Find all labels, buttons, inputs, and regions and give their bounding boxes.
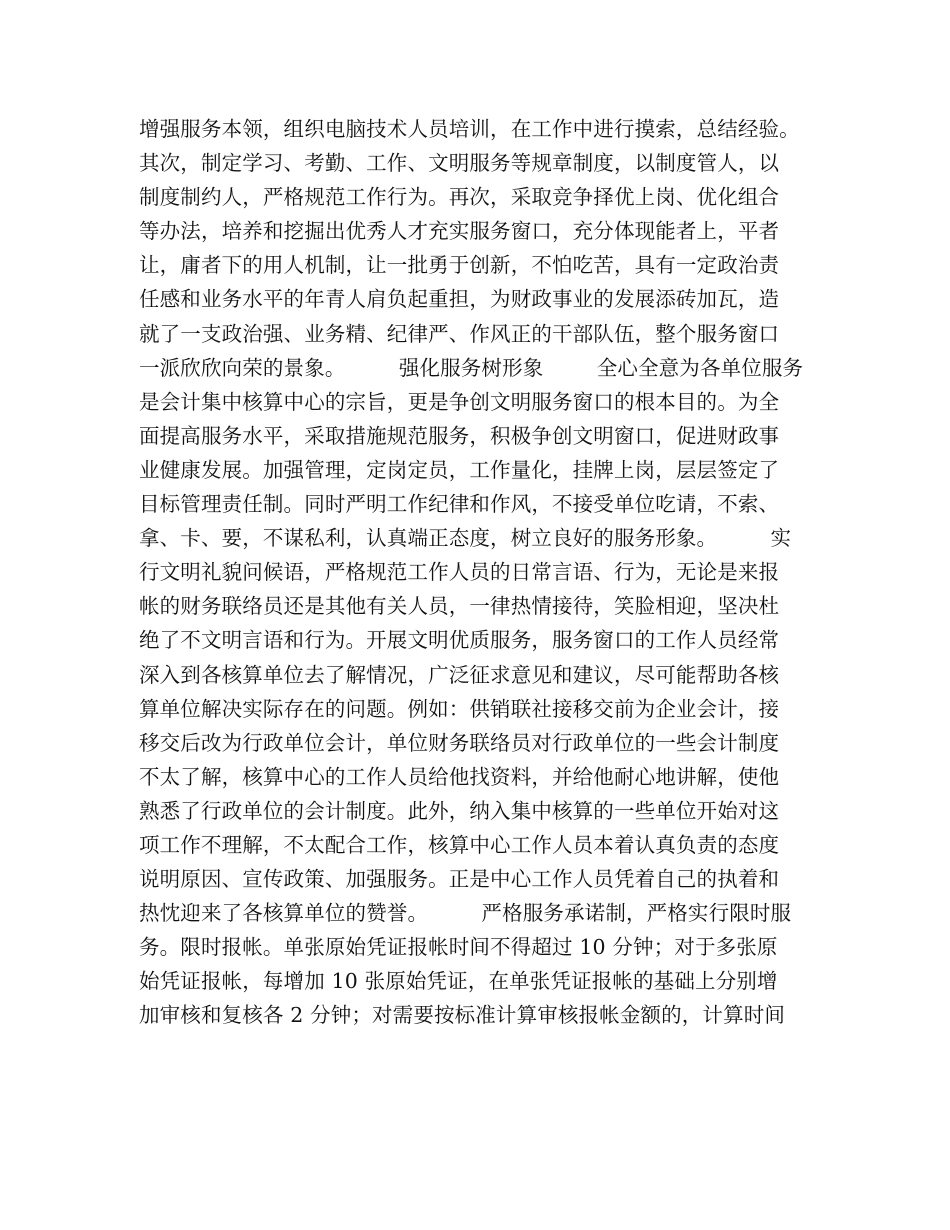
text-line: 加审核和复核各 2 分钟；对需要按标准计算审核报帐金额的，计算时间 [139,1003,786,1028]
text-line: 熟悉了行政单位的会计制度。此外，纳入集中核算的一些单位开始对这 [139,798,780,823]
text-line: 移交后改为行政单位会计，单位财务联络员对行政单位的一些会计制度 [139,730,780,755]
text-line: 绝了不文明言语和行为。开展文明优质服务，服务窗口的工作人员经常 [139,628,780,653]
text-line: 帐的财务联络员还是其他有关人员，一律热情接待，笑脸相迎，坚决杜 [139,594,780,619]
text-line: 业健康发展。加强管理，定岗定员，工作量化，挂牌上岗，层层签定了 [139,457,780,482]
text-line: 说明原因、宣传政策、加强服务。正是中心工作人员凭着自己的执着和 [139,867,780,892]
text-line: 让，庸者下的用人机制，让一批勇于创新，不怕吃苦，具有一定政治责 [139,253,780,278]
body-text [139,112,829,1033]
text-line: 深入到各核算单位去了解情况，广泛征求意见和建议，尽可能帮助各核 [139,662,780,687]
text-line: 等办法，培养和挖掘出优秀人才充实服务窗口，充分体现能者上，平者 [139,219,780,244]
text-line: 制度制约人，严格规范工作行为。再次，采取竞争择优上岗、优化组合 [139,185,780,210]
text-line: 其次，制定学习、考勤、工作、文明服务等规章制度，以制度管人，以 [139,151,780,176]
text-line: 是会计集中核算中心的宗旨，更是争创文明服务窗口的根本目的。为全 [139,389,780,414]
text-line: 务。限时报帐。单张原始凭证报帐时间不得超过 10 分钟；对于多张原 [139,935,778,960]
text-line: 不太了解，核算中心的工作人员给他找资料，并给他耐心地讲解，使他 [139,764,780,789]
text-line: 任感和业务水平的年青人肩负起重担，为财政事业的发展添砖加瓦，造 [139,287,780,312]
text-line: 就了一支政治强、业务精、纪律严、作风正的干部队伍，整个服务窗口 [139,321,780,346]
text-line: 增强服务本领，组织电脑技术人员培训，在工作中进行摸索，总结经验。 [139,117,800,141]
text-line: 行文明礼貌问候语，严格规范工作人员的日常言语、行为，无论是来报 [139,560,780,585]
text-line: 一派欣欣向荣的景象。 强化服务树形象 全心全意为各单位服务 [139,355,804,380]
text-line: 项工作不理解，不太配合工作，核算中心工作人员本着认真负责的态度 [139,832,780,857]
text-line: 始凭证报帐，每增加 10 张原始凭证，在单张凭证报帐的基础上分别增 [139,969,778,994]
text-line: 热忱迎来了各核算单位的赞誉。 严格服务承诺制，严格实行限时服 [139,901,792,926]
text-line: 面提高服务水平，采取措施规范服务，积极争创文明窗口，促进财政事 [139,423,780,448]
text-line: 算单位解决实际存在的问题。例如：供销联社接移交前为企业会计，接 [139,696,780,721]
text-line: 拿、卡、要，不谋私利，认真端正态度，树立良好的服务形象。 实 [139,526,792,551]
text-line: 目标管理责任制。同时严明工作纪律和作风，不接受单位吃请，不索、 [139,492,780,517]
